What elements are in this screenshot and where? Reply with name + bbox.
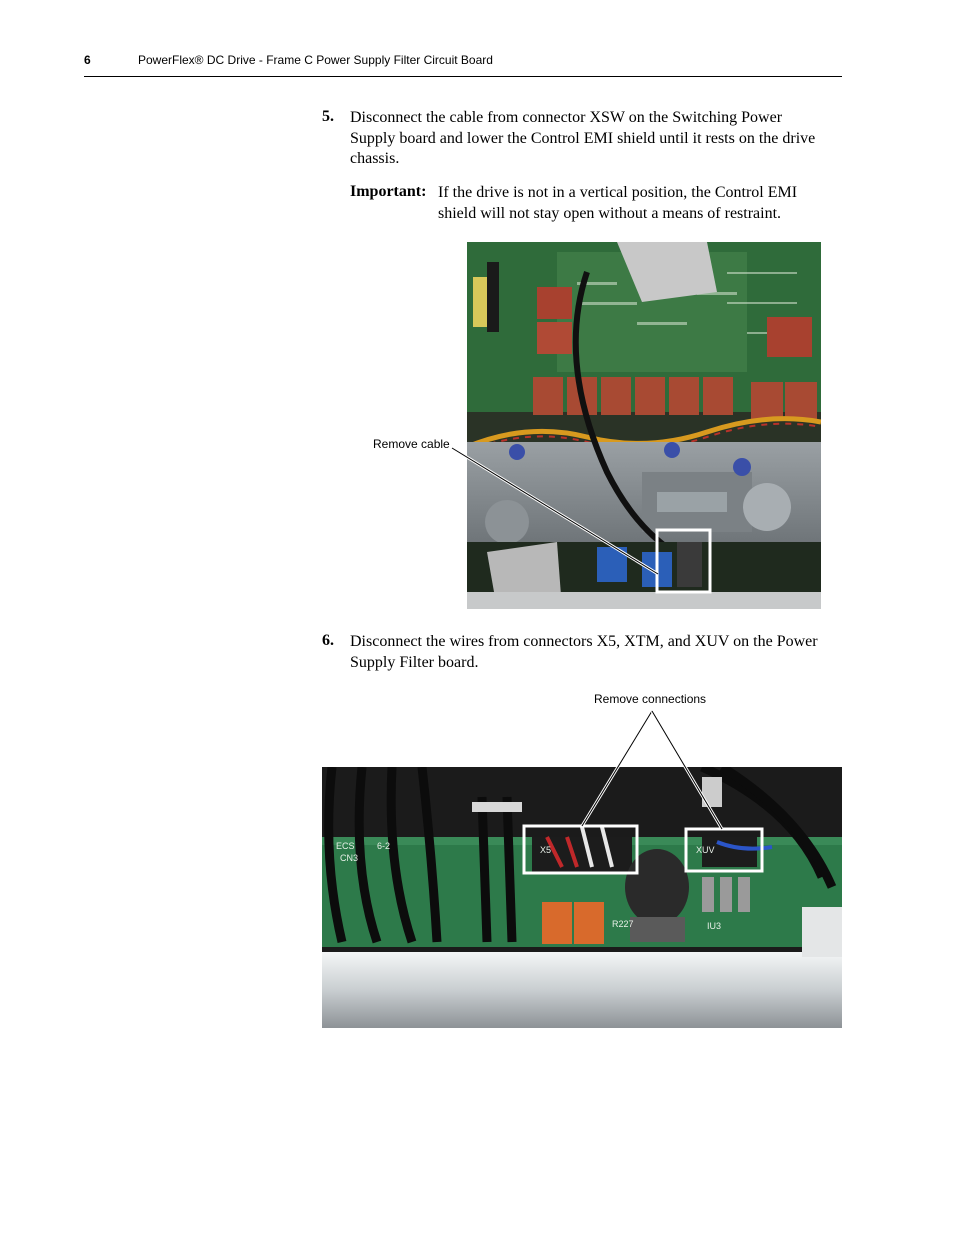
header-rule <box>84 76 842 77</box>
board-label-cn3: CN3 <box>340 853 359 863</box>
callout-remove-connections: Remove connections <box>594 692 707 706</box>
board-label-iu3: IU3 <box>707 921 722 931</box>
page-number: 6 <box>84 53 91 67</box>
step-5-text: Disconnect the cable from connector XSW on the Switching Power Supply board and lower the Control EMI shield until it rests on the drive chassis. <box>350 109 816 167</box>
board-label-ecs: ECS <box>336 841 355 851</box>
board-label-r227: R227 <box>612 919 634 929</box>
board-label-xuv: XUV <box>696 845 715 855</box>
board-label-6-2: 6-2 <box>377 841 391 851</box>
step-6-text: Disconnect the wires from connectors X5, XTM, and XUV on the Power Supply Filter board. <box>350 633 818 671</box>
step-5-number: 5. <box>322 108 334 125</box>
callout-remove-cable: Remove cable <box>373 437 450 451</box>
photo-control-emi-shield <box>467 242 821 609</box>
important-label: Important: <box>350 183 427 200</box>
photo-power-supply-filter-board <box>322 767 842 1028</box>
running-header-title: PowerFlex® DC Drive - Frame C Power Supply Filter Circuit Board <box>138 53 493 67</box>
board-label-x5: X5 <box>540 845 552 855</box>
important-text: If the drive is not in a vertical position, the Control EMI shield will not stay open without a means of restraint. <box>438 184 798 222</box>
step-6-number: 6. <box>322 632 334 649</box>
